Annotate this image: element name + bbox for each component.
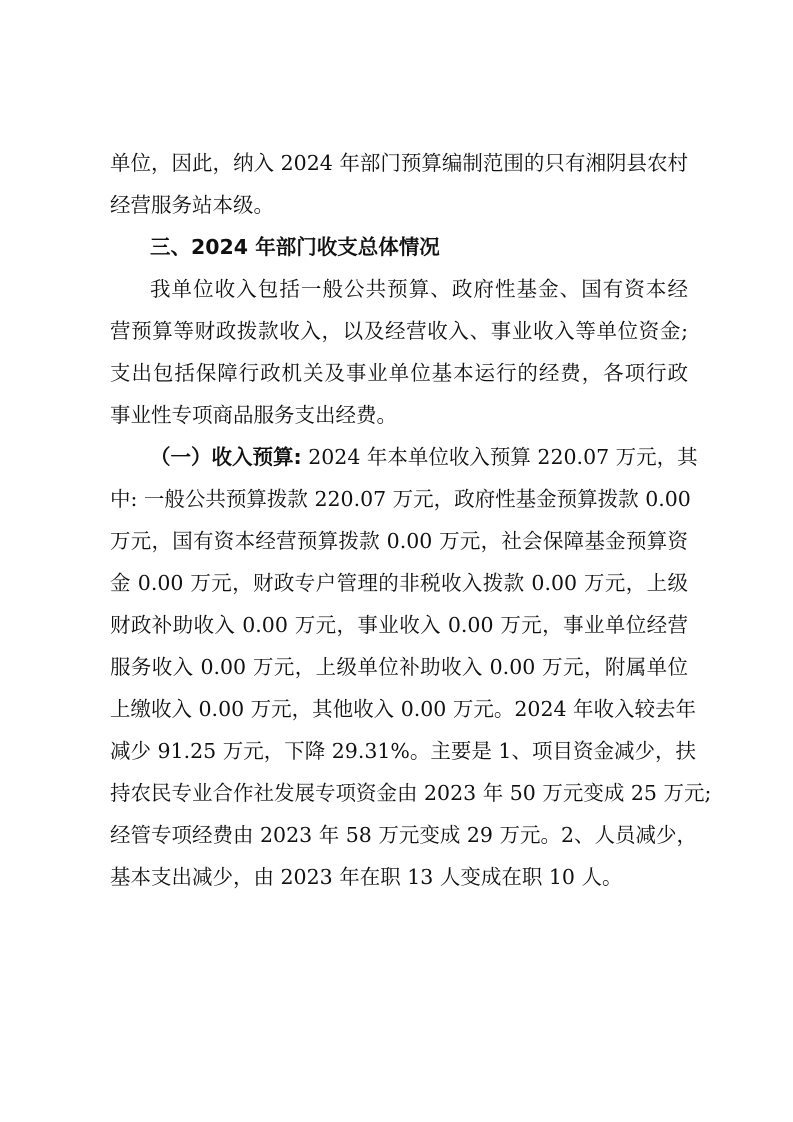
income-label: （一）收入预算: <box>150 445 302 469</box>
income-line-7: 减少 91.25 万元，下降 29.31%。主要是 1、项目资金减少，扶 <box>110 739 696 763</box>
overview-line-3: 支出包括保障行政机关及事业单位基本运行的经费，各项行政 <box>110 361 688 385</box>
intro-line-2: 经营服务站本级。 <box>110 193 274 217</box>
income-line-10: 基本支出减少，由 2023 年在职 13 人变成在职 10 人。 <box>110 865 623 889</box>
income-line-3: 金 0.00 万元，财政专户管理的非税收入拨款 0.00 万元，上级 <box>110 571 688 595</box>
income-line-8: 持农民专业合作社发展专项资金由 2023 年 50 万元变成 25 万元; <box>110 781 712 805</box>
income-line-6: 上缴收入 0.00 万元，其他收入 0.00 万元。2024 年收入较去年 <box>110 697 697 721</box>
income-line-9: 经管专项经费由 2023 年 58 万元变成 29 万元。2、人员减少， <box>110 823 697 847</box>
overview-line-4: 事业性专项商品服务支出经费。 <box>110 403 397 427</box>
income-line-2: 万元，国有资本经营预算拨款 0.00 万元，社会保障基金预算资 <box>110 529 688 553</box>
intro-line-1: 单位，因此，纳入 2024 年部门预算编制范围的只有湘阴县农村 <box>110 151 688 175</box>
overview-line-1: 我单位收入包括一般公共预算、政府性基金、国有资本经 <box>150 277 688 301</box>
income-line-1: 中: 一般公共预算拨款 220.07 万元，政府性基金预算拨款 0.00 <box>110 487 691 511</box>
income-line-4: 财政补助收入 0.00 万元，事业收入 0.00 万元，事业单位经营 <box>110 613 688 637</box>
income-line-5: 服务收入 0.00 万元，上级单位补助收入 0.00 万元，附属单位 <box>110 655 688 679</box>
income-first-line-rest: 2024 年本单位收入预算 220.07 万元，其 <box>301 445 698 469</box>
section-heading: 三、2024 年部门收支总体情况 <box>150 235 440 259</box>
income-first-line <box>150 442 698 472</box>
overview-line-2: 营预算等财政拨款收入，以及经营收入、事业收入等单位资金; <box>110 319 688 343</box>
